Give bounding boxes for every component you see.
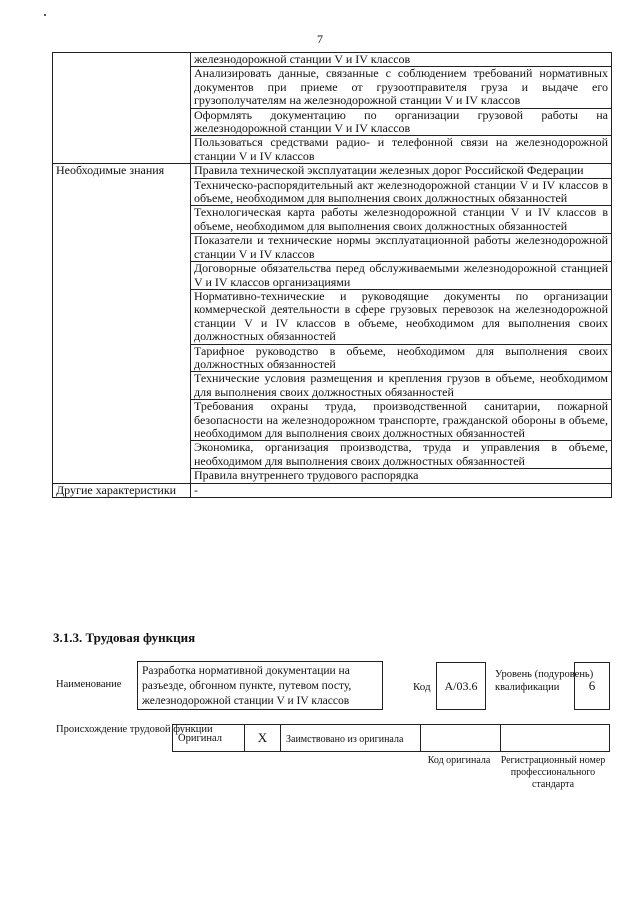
row-content: - xyxy=(191,483,612,497)
qualification-level-label: Уровень (подуровень) квалификации xyxy=(495,669,594,693)
row-content: Тарифное руководство в объеме, необходимом для выполнения своих должностных обязанностей xyxy=(191,344,612,372)
row-content: железнодорожной станции V и IV классов xyxy=(191,53,612,67)
registration-number-caption: Регистрационный номер профессионального стандарта xyxy=(500,755,606,790)
origin-code-cell xyxy=(421,725,501,752)
code-value-box: А/03.6 xyxy=(436,662,486,710)
row-content: Технические условия размещения и крепления грузов в объеме, необходимом для выполнения своих должностных обязанностей xyxy=(191,372,612,400)
qualification-level-box: 6 xyxy=(574,662,610,710)
row-content: Требования охраны труда, производственной санитарии, пожарной безопасности на железнодорожном транспорте, гражданской обороны в объеме, необходимом для выполнения своих должностных обязанностей xyxy=(191,400,612,441)
code-label: Код xyxy=(413,681,431,693)
original-code-caption: Код оригинала xyxy=(427,755,491,766)
name-label: Наименование xyxy=(56,679,122,690)
row-content: Договорные обязательства перед обслуживаемыми железнодорожной станцией V и IV классов организациями xyxy=(191,262,612,290)
row-content: Анализировать данные, связанные с соблюдением требований нормативных документов при приеме от грузоотправителя груза и выдаче его грузополучателям на железнодорожной станции V и IV классов xyxy=(191,67,612,108)
row-content: Оформлять документацию по организации грузовой работы на железнодорожной станции V и IV классов xyxy=(191,108,612,136)
row-content: Пользоваться средствами радио- и телефонной связи на железнодорожной станции V и IV классов xyxy=(191,136,612,164)
origin-label: Происхождение трудовой функции xyxy=(56,724,213,735)
knowledge-skills-table xyxy=(52,52,612,498)
origin-mark-cell: X xyxy=(245,725,281,752)
row-content: Показатели и технические нормы эксплуатационной работы железнодорожной станции V и IV классов xyxy=(191,234,612,262)
page-number: 7 xyxy=(317,32,323,46)
row-group-label: Другие характеристики xyxy=(53,483,191,497)
row-content: Нормативно-технические и руководящие документы по организации коммерческой деятельности в сфере грузовых перевозок на железнодорожной станции V и IV классов в объеме, необходимом для выполнения своих должностных обязанностей xyxy=(191,289,612,344)
row-content: Правила внутреннего трудового распорядка xyxy=(191,469,612,483)
row-content: Техническо-распорядительный акт железнодорожной станции V и IV классов в объеме, необходимом для выполнения своих должностных обязанностей xyxy=(191,178,612,206)
origin-reg-number-cell xyxy=(501,725,610,752)
row-content: Правила технической эксплуатации железных дорог Российской Федерации xyxy=(191,164,612,178)
row-content: Экономика, организация производства, труда и управления в объеме, необходимом для выполнения своих должностных обязанностей xyxy=(191,441,612,469)
scan-mark xyxy=(44,14,46,16)
row-group-label xyxy=(53,53,191,164)
origin-borrowed-cell: Заимствовано из оригинала xyxy=(281,725,421,752)
function-name-box: Разработка нормативной документации на разъезде, обгонном пункте, путевом посту, железнодорожной станции V и IV классов xyxy=(137,661,383,710)
origin-table xyxy=(172,724,610,752)
table-row xyxy=(53,53,612,67)
table-row xyxy=(53,164,612,178)
row-content: Технологическая карта работы железнодорожной станции V и IV классов в объеме, необходимом для выполнения своих должностных обязанностей xyxy=(191,206,612,234)
row-group-label: Необходимые знания xyxy=(53,164,191,483)
section-title: 3.1.3. Трудовая функция xyxy=(53,630,196,645)
origin-original-cell: Оригинал xyxy=(173,725,245,752)
table-row xyxy=(53,483,612,497)
